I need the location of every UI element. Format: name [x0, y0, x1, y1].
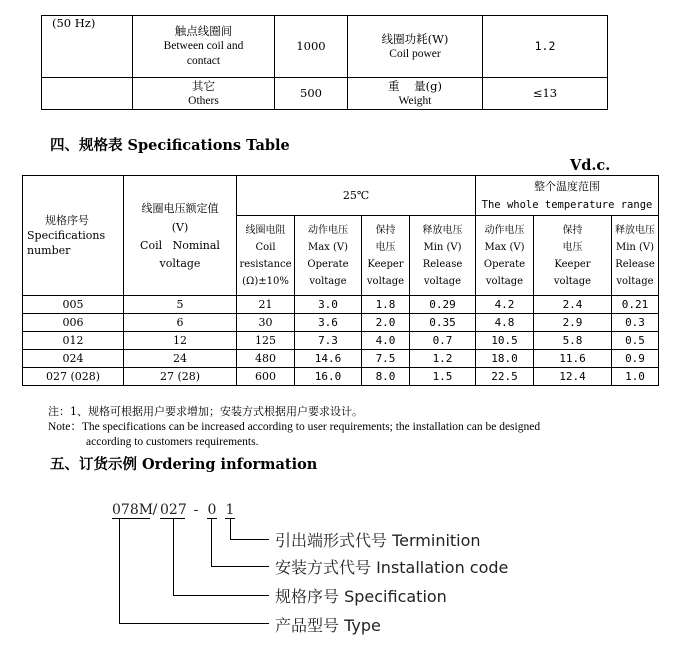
table-row: [23, 350, 659, 368]
header-line: voltage: [159, 256, 201, 270]
cell-keeper-25c: 8.0: [362, 368, 410, 386]
header-line: 动作电压: [484, 224, 525, 236]
cell-release-25c: 0.35: [410, 314, 476, 332]
header-line: Min (V): [615, 241, 655, 253]
table-row: [23, 332, 659, 350]
connector-spec-h: [173, 595, 269, 596]
cell-keeper-25c: 4.0: [362, 332, 410, 350]
table-row: [23, 368, 659, 386]
cell-value-500: 500: [275, 78, 348, 110]
header-line: (Ω)±10%: [242, 275, 289, 287]
label-cn: 其它: [192, 78, 215, 93]
top-table: [41, 15, 608, 110]
note-cn: 注：1、规格可根据用户要求增加；安装方式根据用户要求设计。: [48, 405, 363, 418]
cell-release-25c: 0.29: [410, 296, 476, 314]
label-en: Between coil and: [163, 40, 244, 52]
cell-operate-25c: 14.6: [295, 350, 362, 368]
cell-spec-number: 006: [23, 314, 124, 332]
label-en: Coil power: [389, 47, 441, 60]
cell-coil-voltage: 5: [124, 296, 237, 314]
header-release-whole: [612, 216, 659, 296]
header-line: 电压: [375, 241, 396, 253]
connector-spec-v: [173, 518, 174, 596]
label-terminition: 引出端形式代号 Terminition: [275, 531, 481, 550]
cell-coil-power-value: 1.2: [483, 16, 608, 78]
cell-release-25c: 1.2: [410, 350, 476, 368]
cell-keeper-25c: 2.0: [362, 314, 410, 332]
header-line: 保持: [562, 224, 583, 236]
note-en-1: Note：The specifications can be increased according to user requirements; the installation can be designed: [48, 421, 541, 433]
header-line: Release: [615, 258, 655, 270]
cell-coil-resistance: 480: [237, 350, 295, 368]
header-line: Release: [422, 258, 463, 270]
cell-keeper-whole: 5.8: [534, 332, 612, 350]
header-line: voltage: [616, 275, 654, 287]
code-sep-slash: /: [152, 502, 158, 518]
header-line: 整个温度范围: [534, 179, 600, 193]
code-spec: 027: [160, 502, 187, 518]
cell-coil-resistance: 21: [237, 296, 295, 314]
cell-release-whole: 0.5: [612, 332, 659, 350]
cell-spec-number: 012: [23, 332, 124, 350]
cell-spec-number: 005: [23, 296, 124, 314]
header-line: voltage: [553, 275, 592, 287]
cell-release-whole: 0.21: [612, 296, 659, 314]
header-keeper-25c: [362, 216, 410, 296]
cell-value-1000: 1000: [275, 16, 348, 78]
label-specification: 规格序号 Specification: [275, 587, 447, 606]
header-line: 释放电压: [615, 224, 655, 236]
order-code: [112, 502, 235, 519]
cell-coil-resistance: 600: [237, 368, 295, 386]
spec-rows: [23, 296, 659, 386]
connector-install-v: [211, 518, 212, 567]
label-type: 产品型号 Type: [275, 616, 381, 635]
connector-install-h: [211, 566, 269, 567]
cell-coil-voltage: 6: [124, 314, 237, 332]
header-25c: 25℃: [237, 176, 476, 216]
header-line: voltage: [485, 275, 524, 287]
header-keeper-whole: [534, 216, 612, 296]
header-line: Keeper: [367, 258, 404, 270]
cell-keeper-whole: 2.4: [534, 296, 612, 314]
header-line: Max (V): [307, 241, 349, 253]
header-coil-resistance: [237, 216, 295, 296]
cell-release-25c: 0.7: [410, 332, 476, 350]
header-line: 电压: [562, 241, 583, 253]
label-en: Others: [188, 94, 219, 107]
label-en-2: contact: [186, 55, 221, 67]
header-line: voltage: [423, 275, 462, 287]
header-line: Keeper: [554, 258, 591, 270]
cell-keeper-whole: 2.9: [534, 314, 612, 332]
header-coil-voltage: [124, 176, 237, 296]
section-4-title: 四、规格表 Specifications Table: [50, 137, 290, 154]
cell-coil-voltage: 24: [124, 350, 237, 368]
header-line: 规格序号: [45, 214, 89, 227]
cell-keeper-25c: 1.8: [362, 296, 410, 314]
cell-coil-power: [348, 16, 483, 78]
header-release-25c: [410, 216, 476, 296]
connector-terminal-h: [230, 539, 269, 540]
header-line: Coil: [255, 241, 276, 253]
header-line: Specifications: [27, 229, 106, 242]
unit-label: Vd.c.: [570, 157, 611, 174]
cell-operate-25c: 16.0: [295, 368, 362, 386]
connector-type-h: [119, 623, 269, 624]
cell-operate-25c: 7.3: [295, 332, 362, 350]
header-line: (V): [171, 220, 189, 234]
table-row: [23, 314, 659, 332]
header-line: Min (V): [423, 241, 462, 253]
cell-operate-whole: 10.5: [476, 332, 534, 350]
cell-coil-voltage: 12: [124, 332, 237, 350]
table-row: [23, 296, 659, 314]
cell-spec-number: 027 (028): [23, 368, 124, 386]
cell-operate-25c: 3.0: [295, 296, 362, 314]
cell-release-whole: 0.3: [612, 314, 659, 332]
cell-operate-whole: 18.0: [476, 350, 534, 368]
header-line: 线圈电阻: [245, 224, 286, 236]
cell-coil-resistance: 30: [237, 314, 295, 332]
header-line: 释放电压: [422, 224, 463, 236]
cell-coil-resistance: 125: [237, 332, 295, 350]
header-line: number: [27, 244, 71, 257]
note-en-2: according to customers requirements.: [86, 436, 259, 448]
cell-empty: [42, 78, 133, 110]
code-type: 078M: [112, 502, 154, 518]
cell-weight: [348, 78, 483, 110]
cell-release-whole: 0.9: [612, 350, 659, 368]
label-cn: 触点线圈间: [174, 24, 233, 38]
cell-others: [133, 78, 275, 110]
header-line: voltage: [309, 275, 347, 287]
code-terminal: 1: [225, 502, 235, 518]
cell-keeper-whole: 11.6: [534, 350, 612, 368]
cell-operate-whole: 4.8: [476, 314, 534, 332]
header-operate-25c: [295, 216, 362, 296]
cell-release-whole: 1.0: [612, 368, 659, 386]
label-cn: 线圈功耗(W): [381, 31, 449, 46]
connector-terminal-v: [230, 518, 231, 540]
header-line: Coil Nominal: [140, 238, 220, 252]
cell-coil-voltage: 27 (28): [124, 368, 237, 386]
cell-frequency: (50 Hz): [42, 16, 133, 78]
header-line: resistance: [239, 258, 292, 270]
spec-table: [22, 175, 659, 386]
cell-operate-25c: 3.6: [295, 314, 362, 332]
header-line: Max (V): [484, 241, 525, 253]
cell-between-coil-contact: [133, 16, 275, 78]
cell-weight-value: ≤13: [483, 78, 608, 110]
header-whole-range: [476, 176, 659, 216]
header-line: Operate: [483, 258, 526, 270]
section-5-title: 五、订货示例 Ordering information: [50, 456, 318, 473]
header-spec-number: [23, 176, 124, 296]
header-line: 线圈电压额定值: [141, 201, 219, 215]
header-line: Operate: [307, 258, 349, 270]
connector-type-v: [119, 518, 120, 624]
cell-release-25c: 1.5: [410, 368, 476, 386]
header-line: 保持: [375, 224, 396, 236]
header-line: 动作电压: [308, 224, 348, 236]
cell-spec-number: 024: [23, 350, 124, 368]
cell-operate-whole: 22.5: [476, 368, 534, 386]
header-operate-whole: [476, 216, 534, 296]
header-line: voltage: [366, 275, 405, 287]
cell-keeper-25c: 7.5: [362, 350, 410, 368]
header-line: The whole temperature range: [481, 198, 653, 211]
label-installation-code: 安装方式代号 Installation code: [275, 558, 509, 577]
code-install: 0: [207, 502, 217, 518]
code-sep-dash: -: [193, 502, 199, 518]
cell-keeper-whole: 12.4: [534, 368, 612, 386]
label-cn: 重 量(g): [388, 78, 442, 93]
label-en: Weight: [398, 94, 432, 107]
cell-operate-whole: 4.2: [476, 296, 534, 314]
